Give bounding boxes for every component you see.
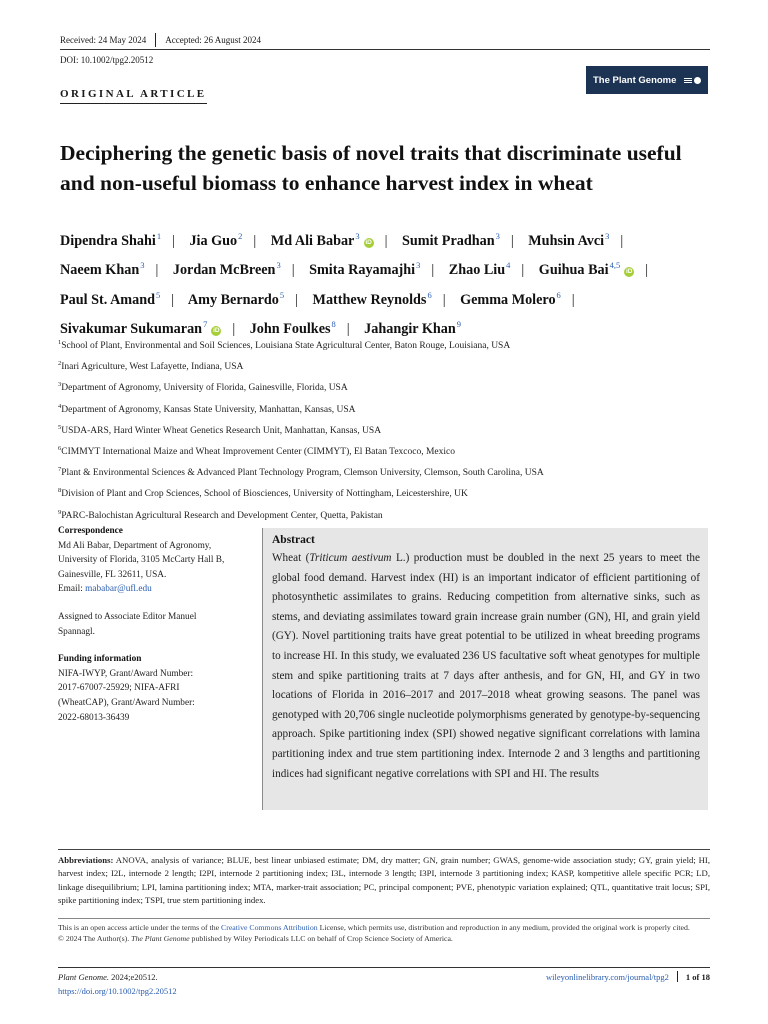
abstract-box xyxy=(262,528,708,810)
affiliation-item: $^6$CIMMYT International Maize and Wheat Improvement Center (CIMMYT), El Batan Texcoco, Mexico xyxy=(58,445,455,458)
author-affil[interactable]: 8 xyxy=(331,319,336,330)
author-name[interactable]: John Foulkes xyxy=(249,321,331,338)
journal-site-link[interactable]: wileyonlinelibrary.com/journal/tpg2 xyxy=(546,971,669,982)
author-affil[interactable]: 7 xyxy=(203,319,208,330)
abbreviations-heading: Abbreviations: xyxy=(58,855,114,865)
author-affil[interactable]: 4,5 xyxy=(609,260,621,271)
author-name[interactable]: Jahangir Khan xyxy=(364,321,456,338)
author-name[interactable]: Matthew Reynolds xyxy=(312,291,427,308)
header-rule xyxy=(60,49,710,50)
author-line: Sivakumar Sukumaran$^7$iD | John Foulkes$^8$ | Jahangir Khan$^9$ xyxy=(60,319,462,338)
license-block xyxy=(58,918,710,944)
footer-rule xyxy=(58,967,710,968)
date-divider xyxy=(155,33,156,47)
funding-block: Funding information NIFA-IWYP, Grant/Award Number: 2017-67007-25929; NIFA-AFRI (WheatCAP), Grant/Award Number: 2022-68013-36439 xyxy=(58,652,248,725)
footer-citation: Plant Genome. 2024;e20512. https://doi.org/10.1002/tpg2.20512 xyxy=(58,972,177,996)
abbreviations-text: ANOVA, analysis of variance; BLUE, best linear unbiased estimate; DM, dry matter; GN, grain number; GWAS, genome-wide association study; GY, grain yield; HI, harvest index; I2L, internode 2 length; I2PI, internode 2 partitioning index; I3L, internode 3 length; I3PI, internode 3 partitioning index; KASP, kompetitive allele specific PCR; LD, linkage disequilibrium; LPI, lamina partitioning index; MTA, marker-trait association; PC, principal component; PVE, phenotypic variation explained; QTL, quantitative trait locus; SPI, spike partitioning index; TSPI, true stem partitioning index. xyxy=(58,855,710,906)
accepted-date: Accepted: 26 August 2024 xyxy=(165,35,261,45)
correspondence-heading: Correspondence xyxy=(58,526,123,536)
author-affil[interactable]: 2 xyxy=(238,231,243,241)
funding-heading: Funding information xyxy=(58,654,142,665)
author-affil[interactable]: 6 xyxy=(556,289,561,300)
author-name[interactable]: Dipendra Shahi xyxy=(60,233,156,249)
article-title: Deciphering the genetic basis of novel traits that discriminate useful and non-useful biomass to enhance harvest index in wheat xyxy=(60,141,682,195)
affiliation-list xyxy=(58,334,728,525)
abstract-heading: Abstract xyxy=(272,534,315,546)
affiliation-item: $^9$PARC-Balochistan Agricultural Research and Development Center, Quetta, Pakistan xyxy=(58,508,383,521)
license-text: This is an open access article under the terms of the Creative Commons Attribution License, which permits use, distribution and reproduction in any medium, provided the original work is properly cited. xyxy=(58,923,690,932)
orcid-icon[interactable]: iD xyxy=(365,239,372,246)
affiliation-item: $^3$Department of Agronomy, University of Florida, Gainesville, Florida, USA xyxy=(58,381,348,394)
cc-license-link[interactable]: Creative Commons Attribution xyxy=(221,923,318,932)
author-affil[interactable]: 3 xyxy=(416,260,421,271)
author-name[interactable]: Amy Bernardo xyxy=(187,291,279,308)
sidebar-info xyxy=(58,524,248,738)
author-affil[interactable]: 1 xyxy=(156,231,162,241)
author-line: Dipendra Shahi$^1$ | Jia Guo$^2$ | Md Ali Babar$^3$iD | Sumit Pradhan$^3$ | Muhsin Avci$^3$ | xyxy=(60,231,624,249)
author-affil[interactable]: 4 xyxy=(506,260,511,271)
author-name[interactable]: Zhao Liu xyxy=(448,262,506,279)
author-list xyxy=(60,224,720,342)
correspondence-block: Correspondence Md Ali Babar, Department of Agronomy, University of Florida, 3105 McCarty Hall B, Gainesville, FL 32611, USA. Email: mababar@ufl.edu xyxy=(58,524,248,597)
author-name[interactable]: Jia Guo xyxy=(189,233,238,249)
author-affil[interactable]: 9 xyxy=(456,319,462,330)
author-affil[interactable]: 6 xyxy=(427,289,432,300)
author-name[interactable]: Sumit Pradhan xyxy=(402,233,495,249)
author-affil[interactable]: 3 xyxy=(495,231,500,241)
author-line: Paul St. Amand$^5$ | Amy Bernardo$^5$ | Matthew Reynolds$^6$ | Gemma Molero$^6$ | xyxy=(60,289,575,308)
author-name[interactable]: Guihua Bai xyxy=(538,262,609,279)
doi-link[interactable]: https://doi.org/10.1002/tpg2.20512 xyxy=(58,985,177,996)
copyright-text: © 2024 The Author(s). The Plant Genome published by Wiley Periodicals LLC on behalf of Crop Science Society of America. xyxy=(58,934,453,944)
author-affil[interactable]: 3 xyxy=(140,260,145,271)
editor-note: Assigned to Associate Editor Manuel Spannagl. xyxy=(58,611,197,637)
author-affil[interactable]: 5 xyxy=(156,289,161,300)
affiliation-item: $^8$Division of Plant and Crop Sciences, School of Biosciences, University of Nottingham, Leicestershire, UK xyxy=(58,487,468,500)
article-dates xyxy=(60,33,261,47)
affiliation-item: $^2$Inari Agriculture, West Lafayette, Indiana, USA xyxy=(58,360,244,373)
author-affil[interactable]: 3 xyxy=(355,231,360,241)
society-mark-icon xyxy=(684,77,701,84)
author-name[interactable]: Sivakumar Sukumaran xyxy=(60,321,203,338)
author-name[interactable]: Paul St. Amand xyxy=(60,291,156,308)
author-affil[interactable]: 3 xyxy=(276,260,281,271)
author-name[interactable]: Naeem Khan xyxy=(60,262,140,279)
article-type-label: ORIGINAL ARTICLE xyxy=(60,88,207,104)
author-affil[interactable]: 3 xyxy=(605,231,610,241)
author-name[interactable]: Smita Rayamajhi xyxy=(309,262,416,279)
doi-text: DOI: 10.1002/tpg2.20512 xyxy=(60,55,154,65)
received-date: Received: 24 May 2024 xyxy=(60,35,147,45)
author-affil[interactable]: 5 xyxy=(279,289,285,300)
affiliation-item: $^5$USDA-ARS, Hard Winter Wheat Genetics Research Unit, Manhattan, Kansas, USA xyxy=(58,423,382,436)
author-name[interactable]: Md Ali Babar xyxy=(270,233,355,249)
page-number: 1 of 18 xyxy=(685,971,710,982)
author-line: Naeem Khan$^3$ | Jordan McBreen$^3$ | Smita Rayamajhi$^3$ | Zhao Liu$^4$ | Guihua Bai$^{4,5}$iD | xyxy=(60,260,649,279)
abbreviations-block xyxy=(58,849,710,908)
orcid-icon[interactable]: iD xyxy=(213,327,220,335)
orcid-icon[interactable]: iD xyxy=(625,268,633,276)
email-link[interactable]: mababar@ufl.edu xyxy=(85,584,152,595)
footer-divider xyxy=(677,971,678,982)
affiliation-item: $^4$Department of Agronomy, Kansas State University, Manhattan, Kansas, USA xyxy=(58,402,356,415)
author-name[interactable]: Gemma Molero xyxy=(460,291,556,308)
footer-right xyxy=(546,971,710,982)
journal-logo[interactable] xyxy=(586,66,708,94)
author-name[interactable]: Jordan McBreen xyxy=(172,262,276,279)
abstract-text: Wheat (Triticum aestivum L.) production must be doubled in the next 25 years to meet the global food demand. Harvest index (HI) is an important indicator of efficient partitioning of photosynthetic assimilates to grains. Reducing competition from alternative sinks, such as stems, and deviating assimilates toward grain increase grain number (GN), HI, and grain yield (GY). Novel partitioning traits have great potential to be utilized in wheat breeding programs to increase HI. In this study, we evaluated 236 US facultative soft wheat genotypes for multiple stem and spike partitioning traits at 7 days after anthesis, and for GN, HI, and GY in two locations of Florida in 2016–2017 and 2017–2018 wheat growing seasons. The panel was genotyped with 20,706 single nucleotide polymorphisms generated by genotype-by-sequencing approach. Spike partitioning index (SPI) showed negative significant correlations with lamina partitioning index and true stem partitioning index. Internode 2 and 3 lengths and partitioning indices had significant negative correlations with SPI and HI. The results xyxy=(272,552,700,780)
author-name[interactable]: Muhsin Avci xyxy=(528,233,605,249)
journal-logo-text: The Plant Genome xyxy=(593,74,677,86)
affiliation-item: $^1$School of Plant, Environmental and Soil Sciences, Louisiana State Agricultural Center, Baton Rouge, Louisiana, USA xyxy=(58,339,511,351)
affiliation-item: $^7$Plant & Environmental Sciences & Advanced Plant Technology Program, Clemson University, Clemson, South Carolina, USA xyxy=(58,466,544,479)
